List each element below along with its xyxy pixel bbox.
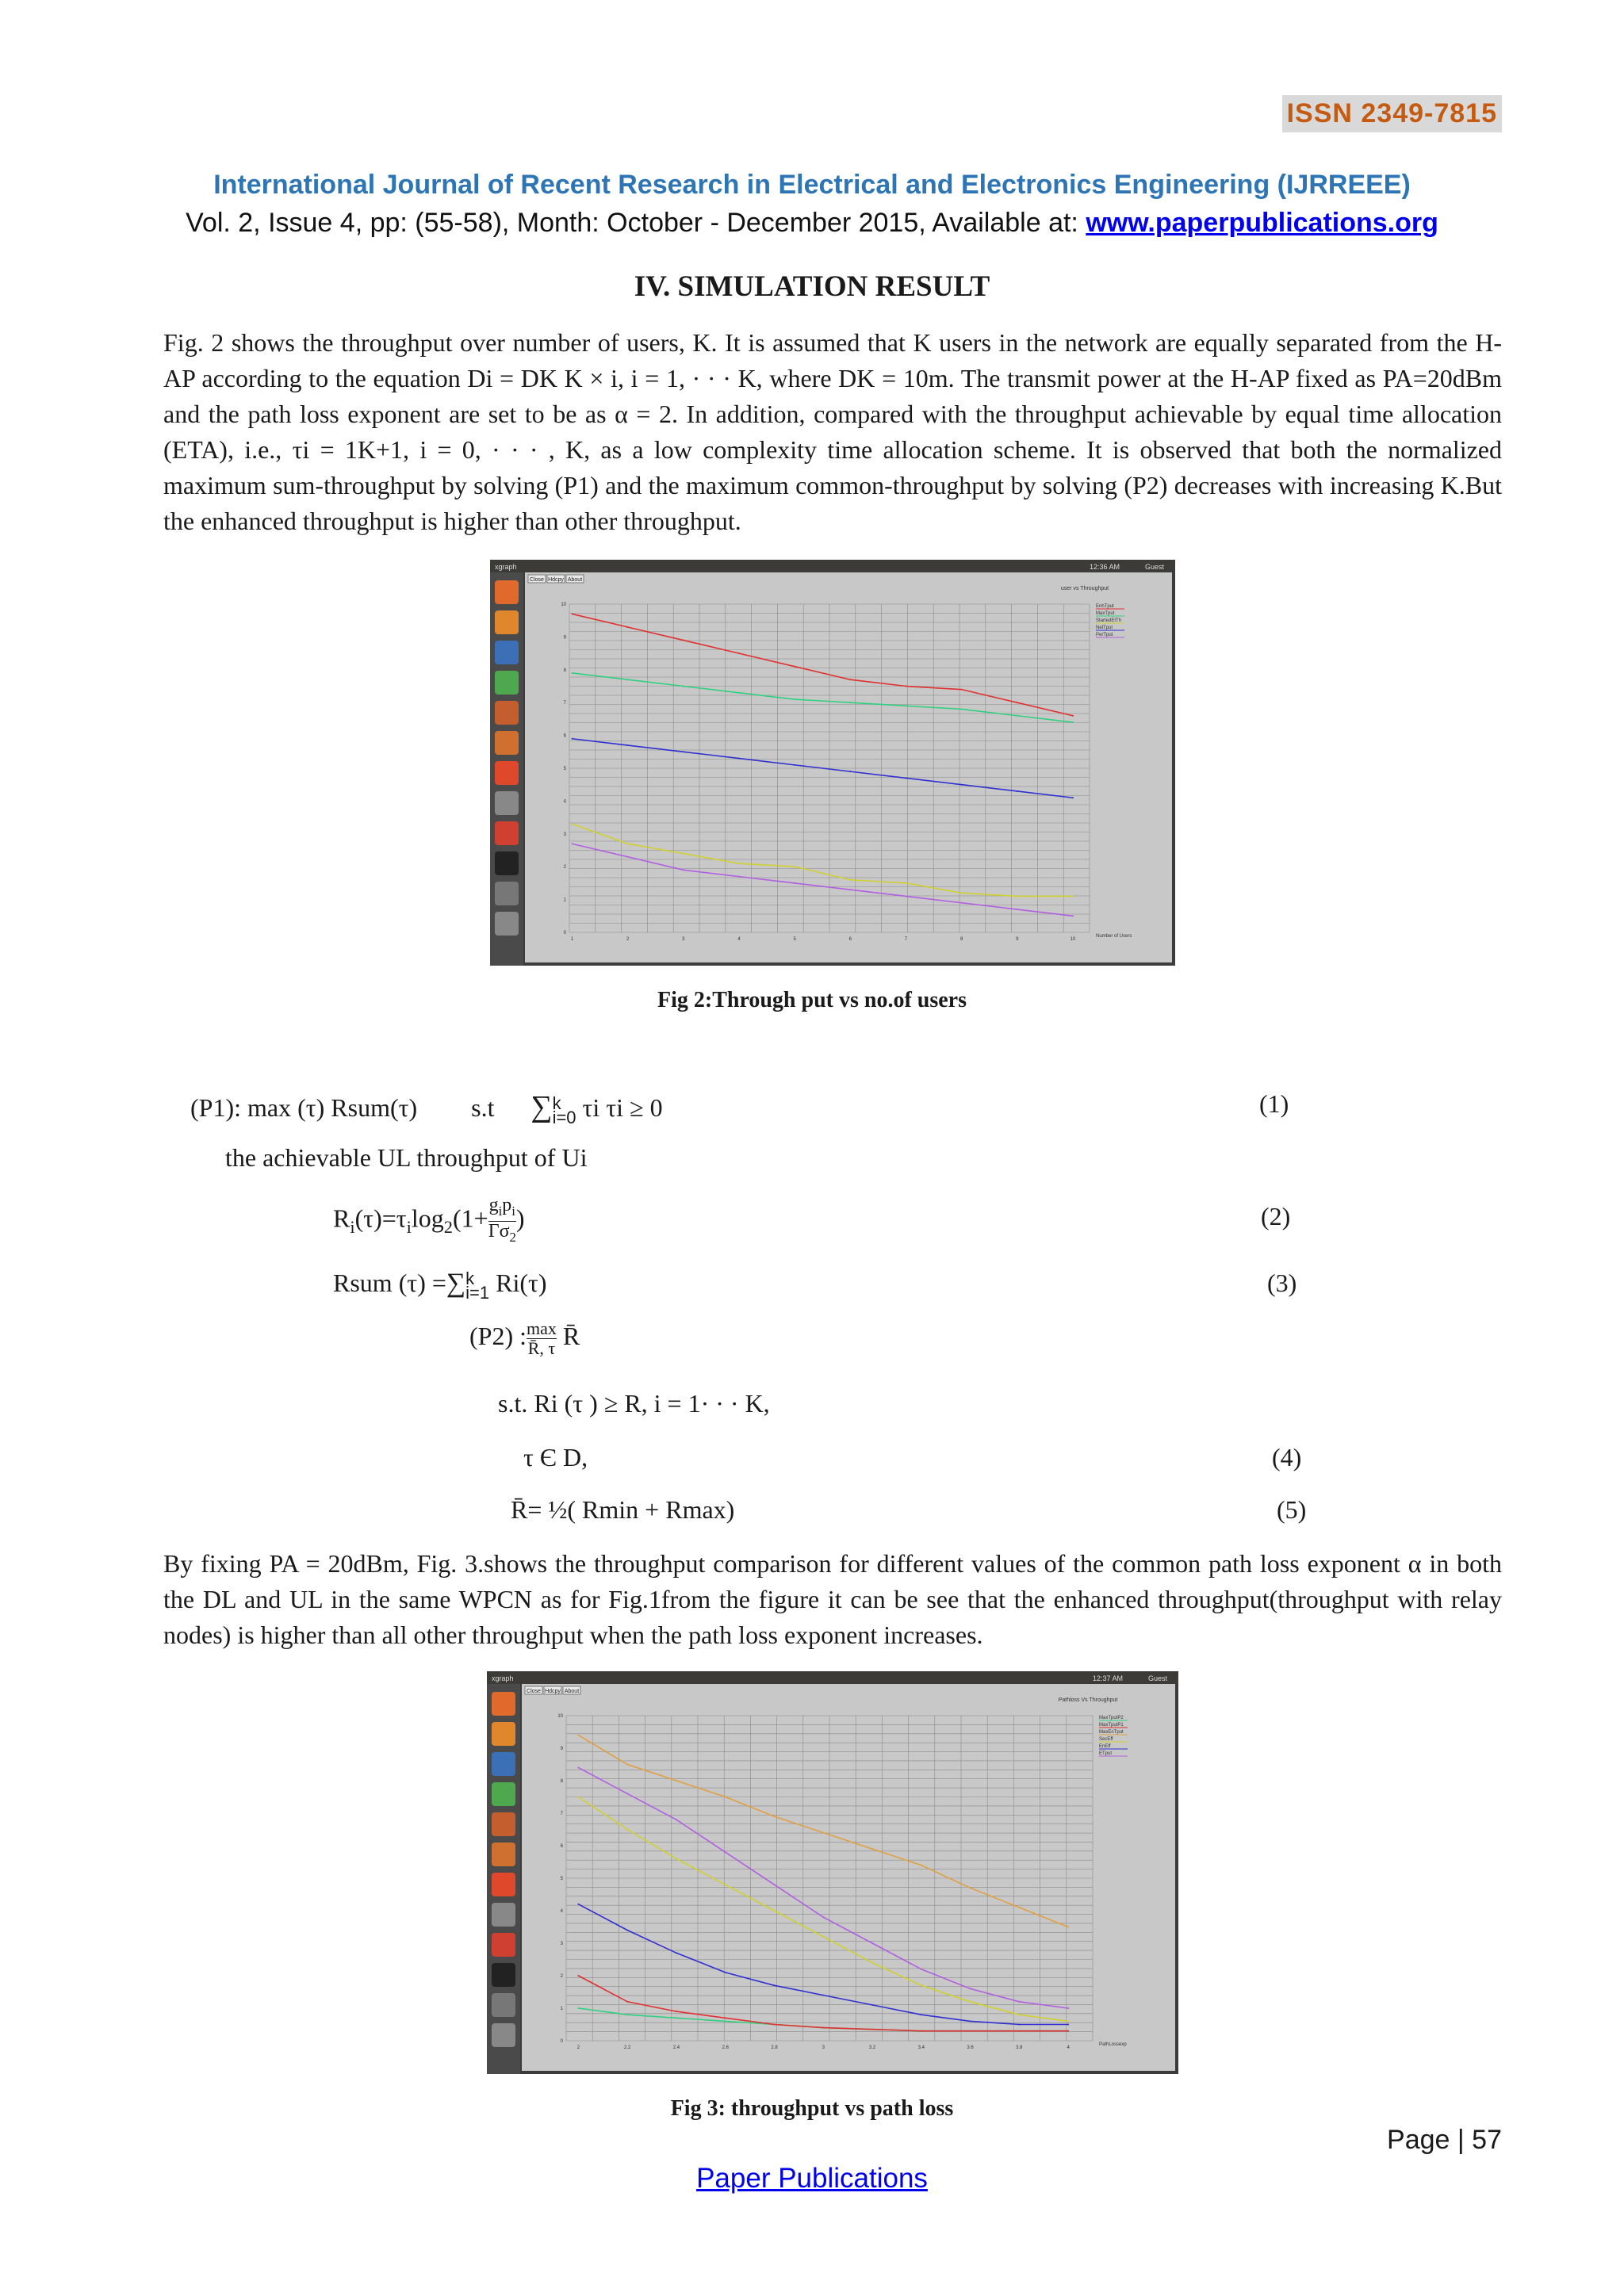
data-point — [871, 1962, 873, 1964]
data-point — [725, 1797, 726, 1798]
data-point — [1018, 2030, 1020, 2032]
legend-label: MaxTput — [1096, 611, 1115, 616]
legend-label: ETput — [1099, 1751, 1113, 1756]
menu-label-hdcpy[interactable]: Hdcpy — [545, 1689, 561, 1694]
data-point — [961, 902, 963, 904]
data-point — [921, 2030, 922, 2032]
data-point — [1018, 2024, 1020, 2026]
data-point — [577, 1735, 579, 1736]
legend-label: NelTput — [1096, 626, 1113, 630]
x-tick-label: 4 — [1067, 2045, 1070, 2050]
data-point — [970, 2030, 971, 2032]
y-tick-label: 1 — [563, 897, 566, 903]
settings-icon[interactable] — [492, 1903, 515, 1927]
y-tick-label: 7 — [563, 701, 566, 706]
data-point — [1018, 1907, 1020, 1908]
equation-tau-in-d: τ Є D, — [523, 1443, 588, 1471]
firefox-icon[interactable] — [492, 1722, 515, 1746]
website-link[interactable]: www.paperpublications.org — [1086, 208, 1438, 238]
data-point — [683, 853, 684, 855]
data-point — [572, 843, 573, 844]
data-point — [683, 869, 684, 871]
data-point — [905, 686, 906, 687]
x-tick-label: 2.6 — [722, 2045, 729, 2050]
menu-label-hdcpy[interactable]: Hdcpy — [548, 577, 564, 583]
data-point — [1067, 2007, 1069, 2009]
data-point — [905, 705, 906, 706]
data-point — [961, 689, 963, 691]
calc-icon[interactable] — [492, 1782, 515, 1806]
data-point — [676, 2017, 677, 2019]
y-tick-label: 2 — [563, 865, 566, 871]
eq-number-1: (1) — [1259, 1089, 1289, 1118]
figure-2-caption: Fig 2:Through put vs no.of users — [657, 988, 967, 1012]
y-tick-label: 0 — [560, 2039, 563, 2044]
y-tick-label: 9 — [563, 635, 566, 641]
p1-rest: τi τi ≥ 0 — [582, 1093, 663, 1122]
x-tick-label: 7 — [904, 937, 908, 942]
data-point — [725, 1851, 726, 1853]
data-point — [871, 1848, 873, 1850]
data-point — [921, 1984, 922, 1986]
data-point — [738, 876, 740, 878]
data-point — [1072, 895, 1074, 897]
x-tick-label: 2.2 — [624, 2045, 631, 2050]
data-point — [961, 708, 963, 710]
settings-icon[interactable] — [495, 791, 519, 815]
update-icon[interactable] — [492, 1933, 515, 1957]
x-tick-label: 3.2 — [868, 2045, 876, 2050]
window-title: xgraph — [495, 563, 517, 571]
data-point — [849, 679, 851, 680]
data-point — [676, 1952, 677, 1954]
rsum-sup: k — [465, 1268, 475, 1288]
issn-badge: ISSN 2349-7815 — [1282, 95, 1502, 132]
x-tick-label: 2.4 — [672, 2045, 680, 2050]
figure-3-chart — [487, 1671, 1178, 2074]
p1-label: (P1): max (τ) Rsum(τ) — [190, 1093, 418, 1122]
ul-throughput-text: the achievable UL throughput of Ui — [225, 1143, 588, 1172]
data-point — [794, 666, 795, 668]
journal-volume-line — [0, 208, 1624, 239]
eq-number-5: (5) — [1277, 1495, 1307, 1524]
data-point — [725, 2017, 726, 2019]
y-tick-label: 8 — [560, 1779, 563, 1784]
rsum-label: Rsum (τ) = — [333, 1269, 446, 1297]
sum-sub: i=0 — [552, 1107, 576, 1127]
menu-label-about[interactable]: About — [564, 1689, 580, 1694]
p2-under: R̄, τ — [527, 1338, 556, 1358]
data-point — [738, 863, 740, 864]
x-tick-label: 3.8 — [1016, 2045, 1023, 2050]
legend-label: MaxTputP2 — [1099, 1716, 1124, 1720]
data-point — [1067, 2024, 1069, 2026]
data-point — [871, 1942, 873, 1944]
data-point — [849, 771, 851, 772]
data-point — [577, 1767, 579, 1769]
y-tick-label: 0 — [563, 931, 566, 936]
data-point — [849, 889, 851, 890]
data-point — [1017, 702, 1018, 703]
y-tick-label: 6 — [563, 733, 566, 739]
publisher-link[interactable]: Paper Publications — [696, 2163, 928, 2194]
equation-p1 — [190, 1089, 663, 1125]
figure-3 — [487, 1671, 1178, 2074]
data-point — [577, 1975, 579, 1976]
legend-label: PerTput — [1096, 633, 1113, 637]
figure-2-chart — [490, 560, 1175, 966]
data-point — [794, 698, 795, 700]
data-point — [970, 2001, 971, 2003]
software-center-icon[interactable] — [492, 1843, 515, 1866]
data-point — [822, 1916, 824, 1918]
equation-rbar: R̄= ½( Rmin + Rmax) — [511, 1495, 735, 1524]
legend-label: MaxTputP1 — [1099, 1723, 1124, 1728]
data-point — [626, 1793, 628, 1794]
page-number: Page | 57 — [1387, 2125, 1502, 2155]
data-point — [572, 738, 573, 740]
workspace-icon[interactable] — [495, 882, 519, 905]
data-point — [1017, 715, 1018, 717]
volume-text: Vol. 2, Issue 4, pp: (55-58), Month: October - December 2015, Available at: — [186, 208, 1086, 238]
terminal-icon[interactable] — [495, 851, 519, 875]
rsum-rest: Ri(τ) — [496, 1269, 547, 1297]
legend-label: EnhTput — [1096, 604, 1114, 609]
y-tick-label: 10 — [557, 1714, 563, 1719]
x-tick-label: 10 — [1070, 937, 1076, 942]
terminal-icon[interactable] — [492, 1963, 515, 1987]
x-tick-label: 6 — [848, 937, 852, 942]
x-tick-label: 5 — [793, 937, 796, 942]
data-point — [774, 1816, 776, 1817]
impress-icon[interactable] — [495, 701, 519, 725]
data-point — [1072, 715, 1074, 717]
menu-label-close[interactable]: Close — [527, 1689, 541, 1694]
user-name: Guest — [1144, 563, 1164, 571]
home-icon[interactable] — [495, 580, 519, 604]
data-point — [822, 1936, 824, 1938]
data-point — [921, 1865, 922, 1866]
data-point — [683, 640, 684, 641]
equation-p2 — [469, 1319, 580, 1358]
y-tick-label: 5 — [560, 1877, 563, 1881]
data-point — [1072, 797, 1074, 798]
data-point — [905, 895, 906, 897]
eq-number-3: (3) — [1267, 1269, 1297, 1297]
data-point — [577, 1904, 579, 1905]
data-point — [1067, 2020, 1069, 2022]
y-tick-label: 3 — [560, 1942, 563, 1946]
x-tick-label: 8 — [959, 937, 963, 942]
paragraph-2: By fixing PA = 20dBm, Fig. 3.shows the throughput comparison for different values of the common path loss exponent α in both the DL and UL in the same WPCN as for Fig.1from the figure it can be see that the enhanced throughput(throughput with relay nodes) is higher than all other throughput when the path loss exponent increases. — [163, 1549, 1502, 1649]
data-point — [1017, 909, 1018, 910]
data-point — [774, 1910, 776, 1911]
plot-window — [522, 1684, 1175, 2071]
trash-icon[interactable] — [492, 2023, 515, 2047]
data-point — [725, 2020, 726, 2022]
y-tick-label: 6 — [560, 1844, 563, 1849]
x-tick-label: 3.6 — [967, 2045, 974, 2050]
ubuntu-one-icon[interactable] — [495, 761, 519, 785]
writer-icon[interactable] — [492, 1752, 515, 1776]
data-point — [683, 751, 684, 752]
data-point — [1018, 2001, 1020, 2003]
data-point — [676, 2011, 677, 2012]
data-point — [738, 652, 740, 654]
x-tick-label: 4 — [737, 937, 741, 942]
data-point — [849, 702, 851, 703]
eq-number-4: (4) — [1272, 1443, 1302, 1471]
data-point — [905, 777, 906, 779]
data-point — [626, 1930, 628, 1931]
y-tick-label: 4 — [563, 799, 566, 805]
x-tick-label: 2 — [576, 2045, 580, 2050]
data-point — [970, 2020, 971, 2022]
data-point — [774, 2024, 776, 2026]
data-point — [1067, 2030, 1069, 2032]
p2-rbar: R̄ — [562, 1321, 580, 1350]
data-point — [905, 882, 906, 884]
data-point — [961, 784, 963, 786]
trash-icon[interactable] — [495, 912, 519, 936]
x-tick-label: 3 — [682, 937, 685, 942]
equation-ri: $R_i(\tau)=\tau_i\log_2(1+$ $g_ip_i$ $\Gamma\sigma_2$ ) — [333, 1195, 525, 1245]
ubuntu-one-icon[interactable] — [492, 1873, 515, 1896]
data-point — [626, 1829, 628, 1831]
data-point — [1018, 2014, 1020, 2015]
y-tick-label: 2 — [560, 1974, 563, 1979]
home-icon[interactable] — [492, 1692, 515, 1716]
window-title: xgraph — [492, 1674, 514, 1682]
y-tick-label: 7 — [560, 1812, 563, 1816]
x-tick-label: 2 — [626, 937, 630, 942]
data-point — [683, 686, 684, 687]
journal-title: International Journal of Recent Research in Electrical and Electronics Engineering (IJRREEE) — [213, 170, 1411, 200]
data-point — [774, 1884, 776, 1885]
data-point — [627, 843, 629, 844]
x-tick-label: 2.8 — [771, 2045, 778, 2050]
chart-title: Pathloss Vs Throughput — [1058, 1697, 1118, 1703]
plot-window — [525, 572, 1172, 962]
figure-2 — [490, 560, 1175, 966]
data-point — [961, 892, 963, 894]
data-point — [849, 879, 851, 881]
data-point — [627, 679, 629, 680]
data-point — [627, 856, 629, 858]
data-point — [572, 672, 573, 674]
data-point — [738, 692, 740, 694]
data-point — [676, 1819, 677, 1820]
data-point — [572, 823, 573, 825]
y-tick-label: 10 — [561, 603, 566, 607]
menu-label-close[interactable]: Close — [530, 577, 544, 583]
data-point — [1017, 895, 1018, 897]
data-point — [626, 2014, 628, 2015]
data-point — [774, 1984, 776, 1986]
y-tick-label: 8 — [563, 668, 566, 673]
data-point — [1072, 915, 1074, 916]
data-point — [822, 1995, 824, 1996]
figure-3-caption: Fig 3: throughput vs path loss — [670, 2096, 954, 2121]
legend-label: EnEff — [1099, 1744, 1111, 1749]
firefox-icon[interactable] — [495, 610, 519, 634]
data-point — [871, 2004, 873, 2006]
x-axis-label: Number of Users — [1096, 934, 1132, 939]
y-tick-label: 9 — [560, 1747, 563, 1751]
data-point — [794, 866, 795, 867]
data-point — [725, 1972, 726, 1973]
data-point — [1017, 790, 1018, 792]
writer-icon[interactable] — [495, 641, 519, 664]
calc-icon[interactable] — [495, 671, 519, 695]
update-icon[interactable] — [495, 821, 519, 845]
equation-st2: s.t. Ri (τ ) ≥ R, i = 1· · · K, — [498, 1389, 770, 1418]
sum-sup: k — [552, 1093, 561, 1113]
sum-symbol: ∑ — [530, 1090, 553, 1123]
p2-max: max — [527, 1318, 557, 1338]
x-tick-label: 3 — [822, 2045, 825, 2050]
x-tick-label: 9 — [1016, 937, 1019, 942]
data-point — [871, 2029, 873, 2030]
y-tick-label: 1 — [560, 2007, 563, 2011]
paragraph-1: Fig. 2 shows the throughput over number of users, K. It is assumed that K users in the network are equally separated from the H-AP according to the equation Di = DK K × i, i = 1, · · · K, where DK = 10m. The transmit power at the H-AP fixed as PA=20dBm and the path loss exponent are set to be as α = 2. In addition, compared with the throughput achievable by equal time allocation (ETA), i.e., τi = 1K+1, i = 0, · · · , K, as a low complexity time allocation scheme. It is observed that both the normalized maximum sum-throughput by solving (P1) and the maximum common-throughput by solving (P2) decreases with increasing K.But the enhanced throughput is higher than other throughput. — [163, 328, 1502, 535]
equation-rsum — [333, 1268, 547, 1303]
legend-label: MaxEnTput — [1099, 1730, 1124, 1735]
y-tick-label: 5 — [563, 767, 566, 771]
data-point — [627, 744, 629, 746]
user-name: Guest — [1147, 1674, 1167, 1682]
data-point — [725, 1884, 726, 1885]
x-tick-label: 1 — [570, 937, 574, 942]
publisher-footer — [0, 2163, 1624, 2195]
menu-label-about[interactable]: About — [567, 577, 583, 583]
top-panel-bar — [487, 1671, 1178, 1684]
data-point — [921, 1969, 922, 1970]
y-tick-label: 3 — [563, 832, 566, 837]
clock-text: 12:36 AM — [1089, 563, 1120, 571]
x-axis-label: PathLossexp — [1099, 2042, 1127, 2047]
workspace-icon[interactable] — [492, 1993, 515, 2017]
x-tick-label: 3.4 — [917, 2045, 925, 2050]
data-point — [970, 1988, 971, 1989]
data-point — [970, 1887, 971, 1888]
data-point — [1067, 1927, 1069, 1928]
data-point — [577, 2007, 579, 2009]
legend-label: SecEff — [1099, 1737, 1113, 1742]
data-point — [738, 758, 740, 760]
y-tick-label: 4 — [560, 1909, 563, 1914]
data-point — [794, 764, 795, 766]
data-point — [676, 1858, 677, 1859]
rsum-sum-symbol: ∑ — [446, 1269, 466, 1298]
data-point — [627, 626, 629, 628]
data-point — [822, 2027, 824, 2029]
data-point — [626, 2001, 628, 2003]
data-point — [577, 1797, 579, 1798]
p1-st: s.t — [471, 1093, 495, 1122]
software-center-icon[interactable] — [495, 731, 519, 755]
data-point — [626, 1764, 628, 1766]
clock-text: 12:37 AM — [1092, 1674, 1123, 1682]
p2-label: (P2) : — [469, 1321, 527, 1350]
top-panel-bar — [490, 560, 1175, 572]
data-point — [921, 2014, 922, 2015]
rsum-sub: i=1 — [465, 1282, 490, 1303]
eq-number-2: (2) — [1261, 1202, 1291, 1230]
data-point — [822, 1832, 824, 1834]
section-title: IV. SIMULATION RESULT — [634, 270, 990, 303]
data-point — [1072, 721, 1074, 723]
data-point — [676, 1780, 677, 1781]
impress-icon[interactable] — [492, 1812, 515, 1836]
data-point — [794, 882, 795, 884]
legend-label: StartedEtTh — [1096, 618, 1122, 623]
chart-title: user vs Throughput — [1060, 586, 1109, 591]
data-point — [572, 613, 573, 614]
